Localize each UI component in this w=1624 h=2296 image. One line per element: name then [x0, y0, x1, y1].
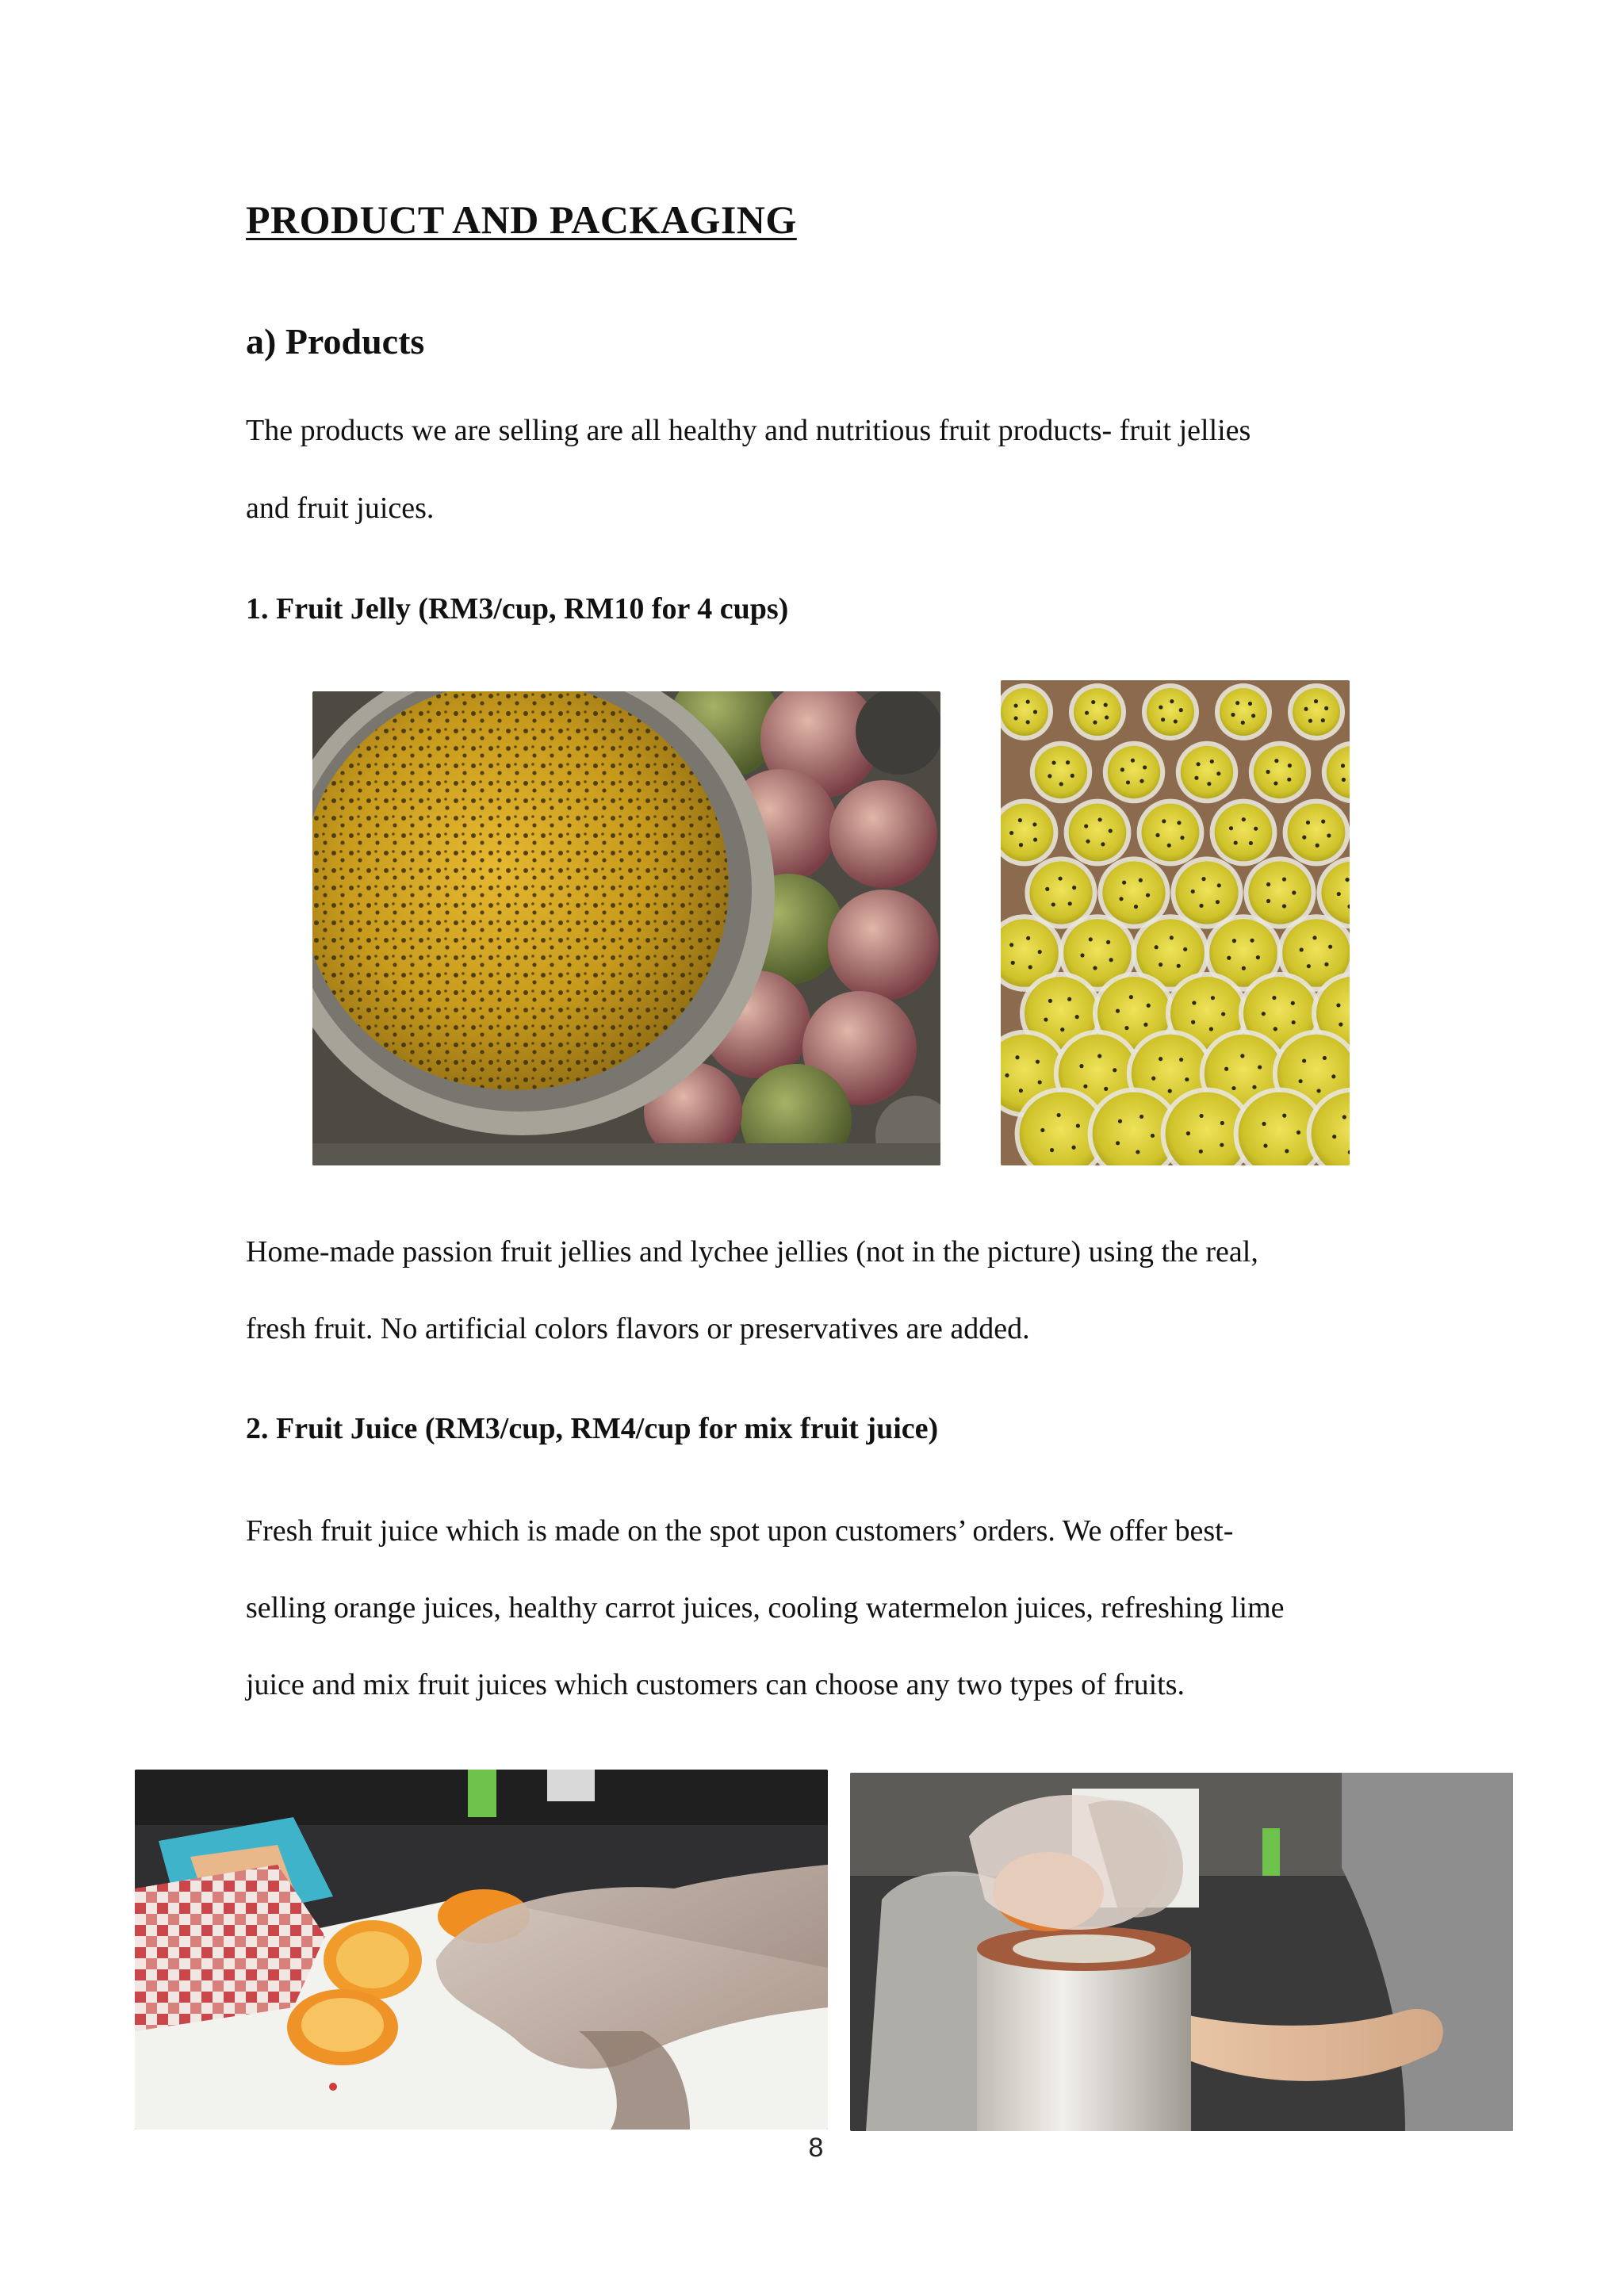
intro-line-2: and fruit juices. [246, 492, 435, 525]
juicer-photo [850, 1773, 1513, 2131]
item-2-desc-line-3: juice and mix fruit juices which customers can choose any two types of fruits. [246, 1668, 1185, 1701]
item-2-desc-line-2: selling orange juices, healthy carrot juices, cooling watermelon juices, refreshing lime [246, 1591, 1285, 1624]
jelly-cups-photo [1001, 680, 1350, 1165]
page-number: 8 [808, 2133, 824, 2163]
cutting-oranges-photo [135, 1770, 828, 2130]
passion-fruit-pot-photo [312, 691, 940, 1165]
intro-line-1: The products we are selling are all healthy and nutritious fruit products- fruit jellies [246, 414, 1251, 447]
item-2-title: 2. Fruit Juice (RM3/cup, RM4/cup for mix fruit juice) [246, 1412, 939, 1445]
subsection-title: a) Products [246, 321, 425, 362]
item-1-desc-line-1: Home-made passion fruit jellies and lychee jellies (not in the picture) using the real, [246, 1235, 1258, 1269]
item-1-desc-line-2: fresh fruit. No artificial colors flavors or preservatives are added. [246, 1312, 1030, 1345]
section-title: PRODUCT AND PACKAGING [246, 197, 797, 242]
item-1-title: 1. Fruit Jelly (RM3/cup, RM10 for 4 cups) [246, 592, 789, 626]
item-2-desc-line-1: Fresh fruit juice which is made on the spot upon customers’ orders. We offer best- [246, 1514, 1234, 1548]
